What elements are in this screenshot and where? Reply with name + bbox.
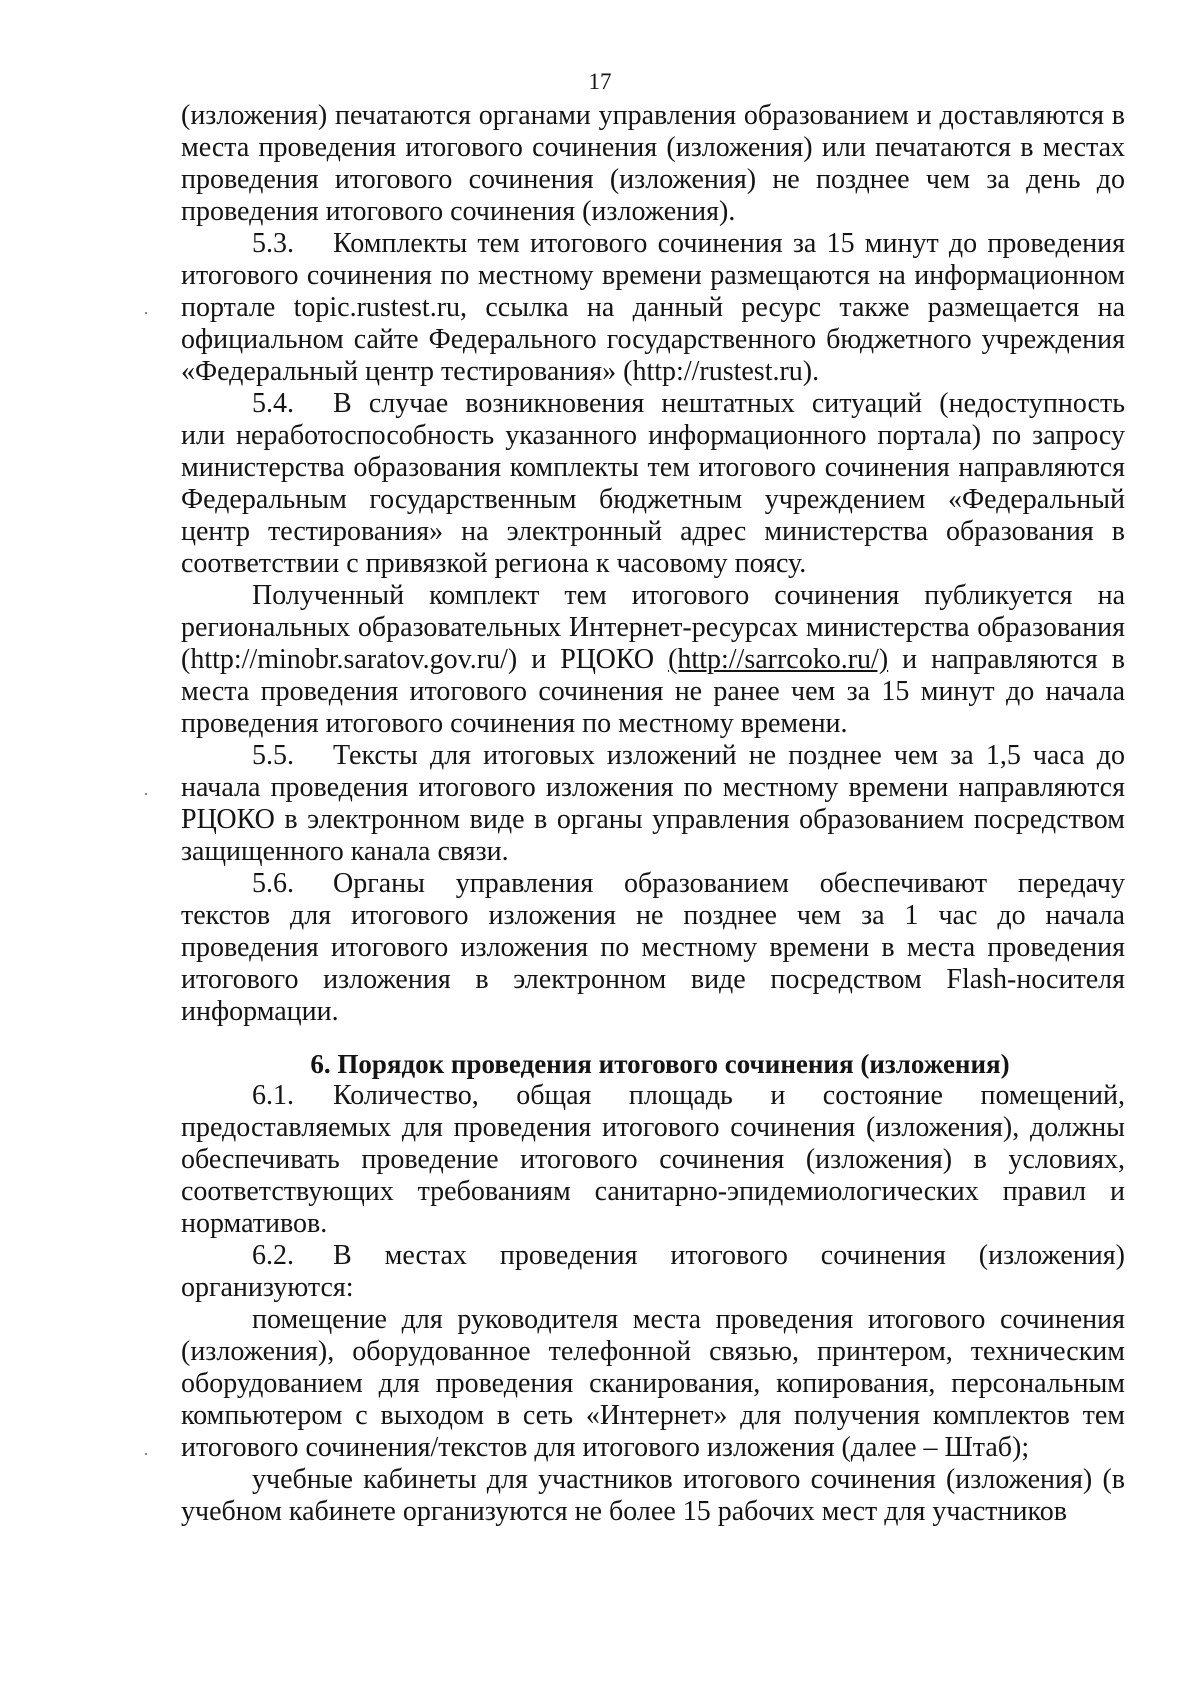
section-5-6 <box>181 868 1125 1028</box>
paragraph-published <box>181 580 1125 740</box>
section-5-4 <box>181 388 1125 580</box>
page-number: 17 <box>588 69 612 94</box>
section-text: Комплекты тем итогового сочинения за 15 минут до проведения итогового сочинения по местному времени размещаются на информационном портале topic.rustest.ru, ссылка на данный ресурс также размещается на официальном сайте Федерального государственного бюджетного учреждения «Федеральный центр тестирования» (http://rustest.ru). <box>181 228 1125 387</box>
section-text: Органы управления образованием обеспечивают передачу текстов для итогового изложения не позднее чем за 1 час до начала проведения итогового изложения по местному времени в места проведения итогового изложения в электронном виде посредством Flash-носителя информации. <box>181 868 1125 1027</box>
paragraph-headquarters: помещение для руководителя места проведения итогового сочинения (изложения), оборудованное телефонной связью, принтером, техническим оборудованием для проведения сканирования, копирования, персональным компьютером с выходом в сеть «Интернет» для получения комплектов тем итогового сочинения/текстов для итогового изложения (далее – Штаб); <box>181 1304 1125 1463</box>
section-5-5 <box>181 740 1125 868</box>
section-number: 6.2. <box>252 1240 294 1271</box>
section-5-3 <box>181 228 1125 388</box>
section-text: Количество, общая площадь и состояние помещений, предоставляемых для проведения итогового сочинения (изложения), должны обеспечивать проведение итогового сочинения (изложения) в условиях, соответствующих требованиям санитарно-эпидемиологических правил и нормативов. <box>181 1080 1125 1239</box>
section-6-1 <box>181 1080 1125 1240</box>
section-number: 5.6. <box>252 868 294 899</box>
section-heading-6: 6. Порядок проведения итогового сочинения (изложения) <box>310 1049 1010 1079</box>
scan-artifact <box>145 312 147 314</box>
section-text: В местах проведения итогового сочинения (изложения) организуются: <box>181 1240 1125 1303</box>
paragraph-intro: (изложения) печатаются органами управления образованием и доставляются в места проведения итогового сочинения (изложения) или печатаются в местах проведения итогового сочинения (изложения) не позднее чем за день до проведения итогового сочинения (изложения). <box>181 100 1125 227</box>
document-body <box>181 100 1125 1528</box>
section-number: 5.3. <box>252 228 294 259</box>
section-number: 5.4. <box>252 388 294 419</box>
paragraph-classrooms: учебные кабинеты для участников итогового сочинения (изложения) (в учебном кабинете организуются не более 15 рабочих мест для участников <box>181 1464 1125 1527</box>
section-text: Тексты для итоговых изложений не позднее чем за 1,5 часа до начала проведения итогового изложения по местному времени направляются РЦОКО в электронном виде в органы управления образованием посредством защищенного канала связи. <box>181 740 1125 867</box>
section-number: 5.5. <box>252 740 294 771</box>
scan-artifact <box>145 1453 147 1455</box>
section-number: 6.1. <box>252 1080 294 1111</box>
paragraph-text: Полученный комплект тем итогового сочинения публикуется на региональных образовательных Интернет-ресурсах министерства образования (http://minobr.saratov.gov.ru/) и РЦОКО <box>181 580 1125 675</box>
rcoko-link[interactable]: (http://sarrcoko.ru/) <box>668 644 889 675</box>
section-text: В случае возникновения нештатных ситуаций (недоступность или неработоспособность указанного информационного портала) по запросу министерства образования комплекты тем итогового сочинения направляются Федеральным государственным бюджетным учреждением «Федеральный центр тестирования» на электронный адрес министерства образования в соответствии с привязкой региона к часовому поясу. <box>181 388 1125 579</box>
scan-artifact <box>145 793 147 795</box>
paragraph-text: и направляются в места проведения итогового сочинения не ранее чем за 15 минут до начала проведения итогового сочинения по местному времени. <box>181 644 1125 739</box>
section-6-2 <box>181 1240 1125 1304</box>
